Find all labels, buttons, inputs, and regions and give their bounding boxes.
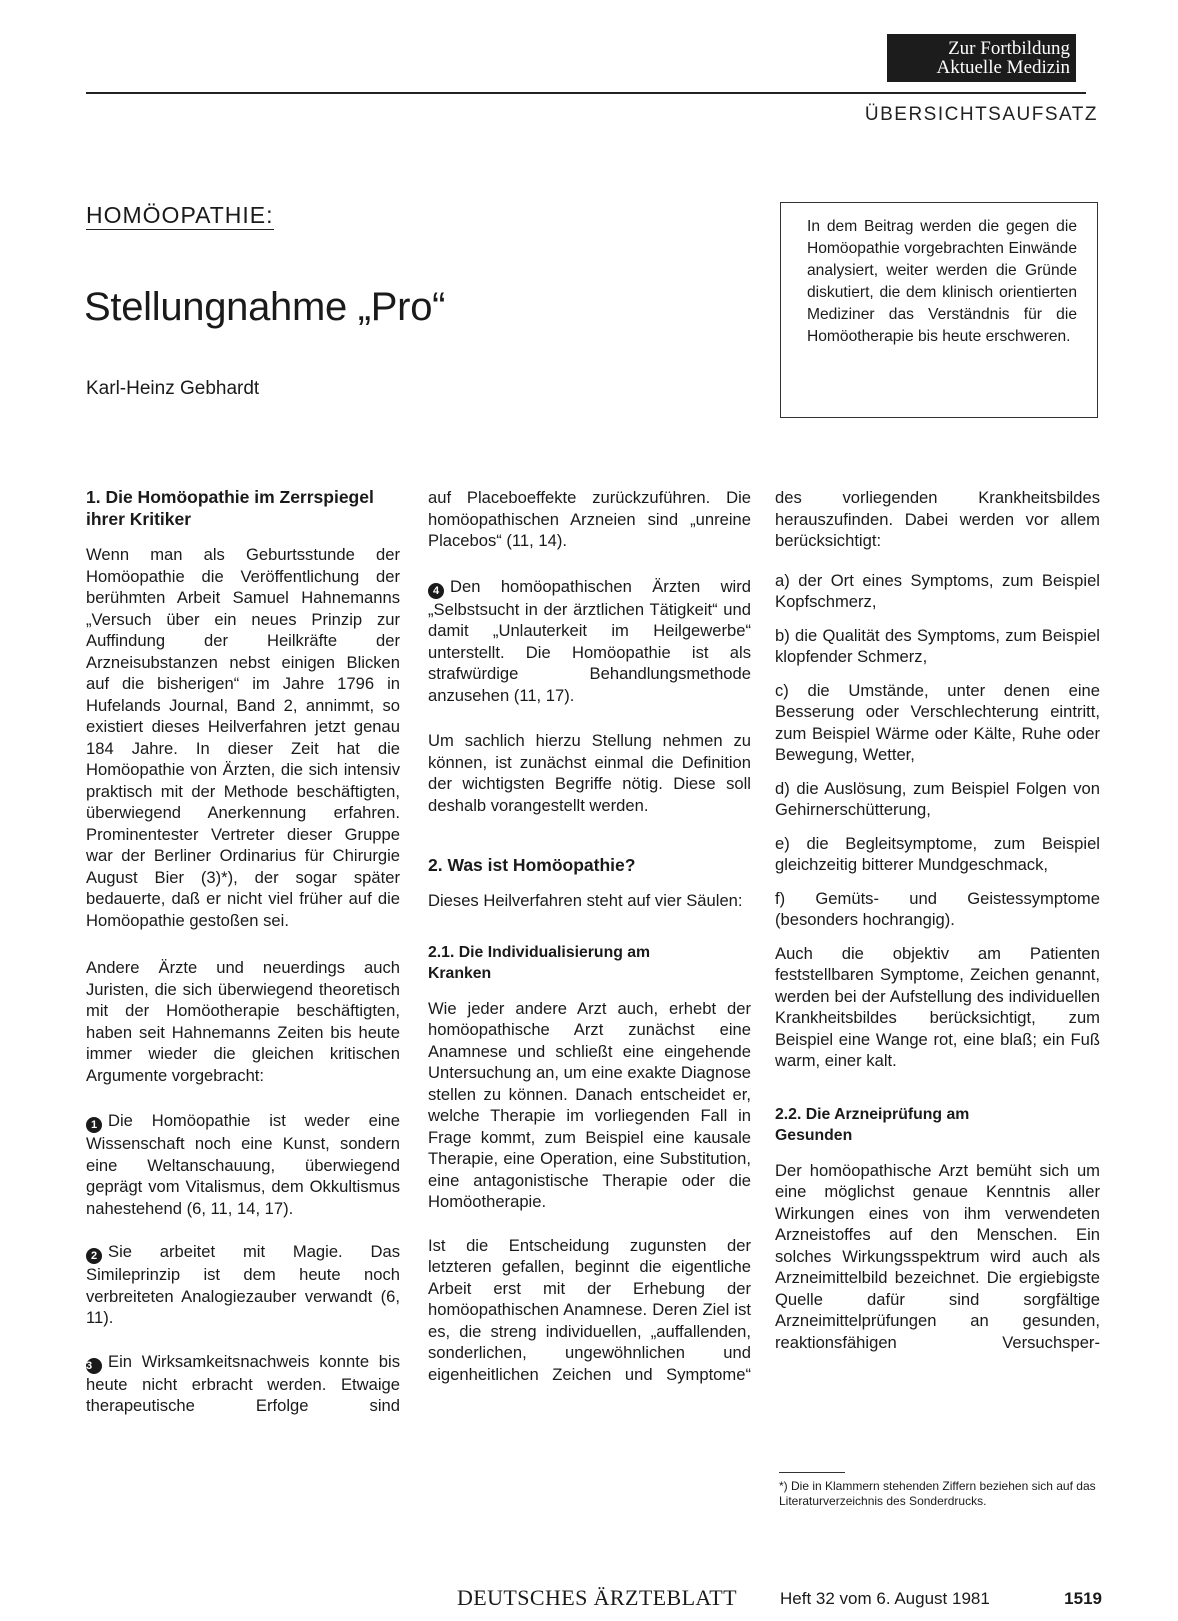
- list-item-d: d) die Auslösung, zum Beispiel Folgen von Gehirnerschütterung,: [775, 778, 1100, 819]
- list-item: [86, 1110, 400, 1219]
- number-badge-1: 1: [86, 1117, 102, 1133]
- paragraph: Um sachlich hierzu Stellung nehmen zu können, ist zunächst einmal die Definition der wichtigsten Begriffe nötig. Diese soll deshalb vorangestellt werden.: [428, 731, 751, 815]
- header-rule: [86, 92, 1086, 94]
- footnote-rule: [779, 1472, 845, 1473]
- paragraph: Wie jeder andere Arzt auch, erhebt der homöopathische Arzt zunächst eine Anamnese und schließt eine eingehende Untersuchung an, um eine exakte Diagnose stellen zu können. Danach entscheidet er, welche Therapie im vorliegenden Fall in Frage kommt, zum Beispiel eine kausale Therapie, eine Operation, eine Substitution, eine antagonistische Therapie oder die Homöotherapie.: [428, 998, 751, 1211]
- list-item-text: Sie arbeitet mit Magie. Das Simileprinzip ist dem heute noch verbreiteten Analogiezauber verwandt (6, 11).: [86, 1242, 400, 1327]
- list-item-text: Die Homöopathie ist weder eine Wissenschaft noch eine Kunst, sondern eine Weltanschauung, überwiegend geprägt vom Vitalismus, dem Okkultismus nahestehend (6, 11, 14, 17).: [86, 1111, 400, 1218]
- subsection-heading-2-2: 2.2. Die Arzneiprüfung am Gesunden: [775, 1105, 970, 1144]
- subsection-heading-2-1: 2.1. Die Individualisierung am Kranken: [428, 943, 651, 982]
- section-badge: [887, 34, 1076, 82]
- paragraph: auf Placeboeffekte zurückzuführen. Die homöopathischen Arzneien sind „unreine Placebos“ (11, 14).: [428, 488, 751, 550]
- abstract-text: In dem Beitrag werden die gegen die Homöopathie vorgebrachten Einwände analysiert, weiter werden die Gründe diskutiert, die dem klinisch orientierten Mediziner das Verständnis für die Homöotherapie bis heute erschweren.: [807, 218, 1077, 345]
- list-item-text: Den homöopathischen Ärzten wird „Selbstsucht in der ärztlichen Tätigkeit“ und damit „Unlauterkeit im Heilgewerbe“ unterstellt. Die Homöopathie ist als strafwürdige Behandlungsmethode anzusehen (11, 17).: [428, 576, 751, 705]
- list-item-e: e) die Begleitsymptome, zum Beispiel gleichzeitig bitterer Mundgeschmack,: [775, 833, 1100, 874]
- column-2: [428, 487, 751, 1405]
- article-author: Karl-Heinz Gebhardt: [86, 378, 260, 399]
- list-item: [86, 1351, 400, 1417]
- section-heading-2: 2. Was ist Homöopathie?: [428, 855, 636, 875]
- journal-name: DEUTSCHES ÄRZTEBLATT: [457, 1585, 737, 1610]
- section-heading-1: 1. Die Homöopathie im Zerrspiegel ihrer Kritiker: [86, 487, 374, 529]
- number-badge-4: 4: [428, 583, 444, 599]
- paragraph: Ist die Entscheidung zugunsten der letzteren gefallen, beginnt die eigentliche Arbeit erst mit der Erhebung der homöopathischen Anamnese. Deren Ziel ist es, die streng individuellen, „auffallenden, sonderlichen, ungewöhnlichen und eigenheitlichen Zeichen und Symptome“: [428, 1235, 751, 1384]
- page-number: 1519: [1064, 1589, 1102, 1608]
- list-item: [428, 576, 751, 707]
- paragraph: Dieses Heilverfahren steht auf vier Säulen:: [428, 891, 743, 910]
- list-item-c: c) die Umstände, unter denen eine Besserung oder Verschlechterung eintritt, zum Beispiel Wärme oder Kälte, Ruhe oder Bewegung, Wetter,: [775, 680, 1100, 764]
- paragraph: Andere Ärzte und neuerdings auch Juristen, die sich überwiegend theoretisch mit der Homöotherapie beschäftigten, haben seit Hahnemanns Zeiten bis heute immer wieder die gleichen kritischen Argumente vorgebracht:: [86, 958, 400, 1085]
- list-item-text: Ein Wirksamkeitsnachweis konnte bis heute nicht erbracht werden. Etwaige therapeutische Erfolge sind: [86, 1351, 400, 1415]
- paragraph: Der homöopathische Arzt bemüht sich um eine möglichst genaue Kenntnis aller Wirkungen eines von ihm verwendeten Arzneistoffes auf den Menschen. Ein solches Wirkungsspektrum wird auch als Arzneimittelbild bezeichnet. Die ergiebigste Quelle dafür sind sorgfältige Arzneimittelprüfungen an gesunden, reaktionsfähigen Versuchsper-: [775, 1160, 1100, 1352]
- list-item-a: a) der Ort eines Symptoms, zum Beispiel Kopfschmerz,: [775, 570, 1100, 611]
- badge-line-1: Zur Fortbildung: [948, 38, 1070, 59]
- list-item-f: f) Gemüts- und Geistessymptome (besonders hochrangig).: [775, 888, 1100, 929]
- issue-info: Heft 32 vom 6. August 1981: [780, 1589, 990, 1608]
- list-item: [86, 1241, 400, 1329]
- paragraph: des vorliegenden Krankheitsbildes herauszufinden. Dabei werden vor allem berücksichtigt:: [775, 488, 1100, 550]
- number-badge-2: 2: [86, 1248, 102, 1264]
- list-item-b: b) die Qualität des Symptoms, zum Beispiel klopfender Schmerz,: [775, 625, 1100, 666]
- number-badge-3: 3: [86, 1358, 102, 1374]
- abstract-box: [780, 202, 1098, 418]
- page-footer: [457, 1585, 1102, 1611]
- article-title: Stellungnahme „Pro“: [84, 285, 446, 329]
- footnote: *) Die in Klammern stehenden Ziffern beziehen sich auf das Literaturverzeichnis des Sonderdrucks.: [779, 1479, 1096, 1508]
- badge-line-2: Aktuelle Medizin: [936, 57, 1070, 78]
- column-1: [86, 486, 400, 1437]
- paragraph: Wenn man als Geburtsstunde der Homöopathie die Veröffentlichung der berühmten Arbeit Samuel Hahnemanns „Versuch über ein neues Prinzip zur Auffindung der Heilkräfte der Arzneisubstanzen nebst einigen Blicken auf die bisherigen“ im Jahre 1796 in Hufelands Journal, Band 2, annimmt, so existiert dieses Heilverfahren jetzt genau 184 Jahre. In dieser Zeit hat die Homöopathie von Ärzten, die sich intensiv praktisch mit der Methode beschäftigten, überwiegend Anerkennung erfahren. Prominentester Vertreter dieser Gruppe war der Berliner Ordinarius für Chirurgie August Bier (3)*), der sogar später bedauerte, daß er nicht viel früher auf die Homöopathie gestoßen sei.: [86, 545, 400, 930]
- column-3: [775, 487, 1100, 1373]
- paragraph: Auch die objektiv am Patienten feststellbaren Symptome, Zeichen genannt, werden bei der Aufstellung des individuellen Krankheitsbildes berücksichtigt, zum Beispiel eine Wange rot, eine blaß; ein Fuß warm, einer kalt.: [775, 943, 1100, 1070]
- section-label: ÜBERSICHTSAUFSATZ: [864, 104, 1098, 125]
- article-topic: HOMÖOPATHIE:: [86, 202, 274, 228]
